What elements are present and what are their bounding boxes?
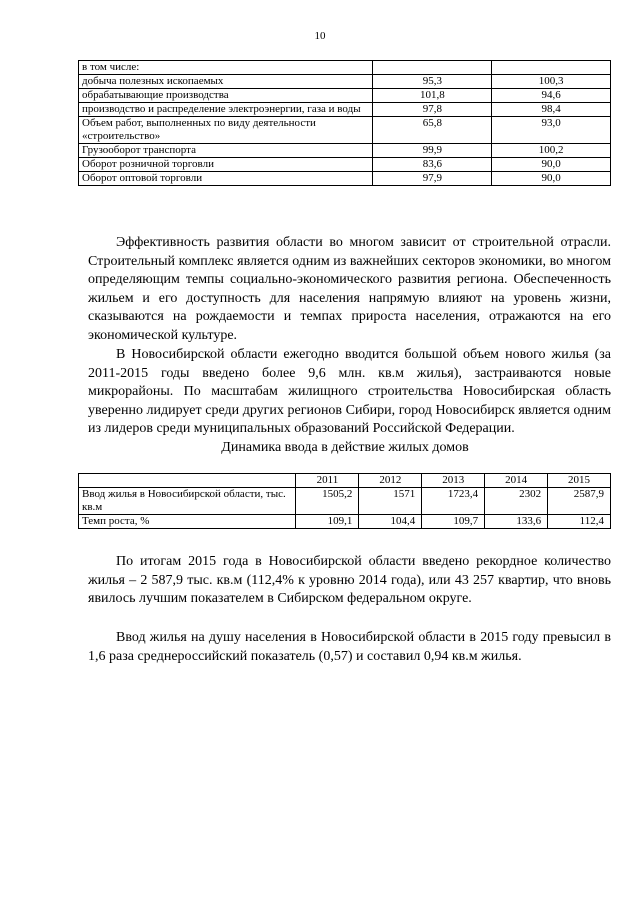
paragraph-housing-volume: В Новосибирской области ежегодно вводится большой объем нового жилья (за 2011-2015 годы введено более 9,6 млн. кв.м жилья), застраиваются новые микрорайоны. По масштабам жилищного строительства Новосибирская область уверенно лидирует среди других регионов Сибири, город Новосибирск является одним из лидеров среди муниципальных образований Российской Федерации.: [88, 347, 611, 437]
row-value: 83,6: [373, 158, 492, 172]
housing-table-caption: Динамика ввода в действие жилых домов: [221, 440, 469, 455]
row-value: 100,3: [492, 75, 611, 89]
table-row: [79, 172, 611, 186]
year-header: 2015: [548, 474, 611, 488]
row-value: 1723,4: [422, 488, 485, 515]
housing-table: [78, 473, 611, 529]
table-row: [79, 89, 611, 103]
table-header-row: [79, 474, 611, 488]
row-value: 100,2: [492, 144, 611, 158]
row-value: 2302: [485, 488, 548, 515]
table-row: [79, 75, 611, 89]
paragraph-per-capita: Ввод жилья на душу населения в Новосибирской области в 2015 году превысил в 1,6 раза среднероссийский показатель (0,57) и составил 0,94 кв.м жилья.: [88, 630, 611, 664]
row-value: 1505,2: [296, 488, 359, 515]
page-number: 10: [314, 30, 326, 42]
row-value: 2587,9: [548, 488, 611, 515]
row-value: 97,9: [373, 172, 492, 186]
row-value: 109,1: [296, 515, 359, 529]
row-label: Ввод жилья в Новосибирской области, тыс. кв.м: [79, 488, 296, 515]
row-label: Темп роста, %: [79, 515, 296, 529]
header-empty-cell: [79, 474, 296, 488]
row-label: производство и распределение электроэнергии, газа и воды: [79, 103, 373, 117]
row-value: 101,8: [373, 89, 492, 103]
table-row: [79, 144, 611, 158]
row-label: обрабатывающие производства: [79, 89, 373, 103]
row-label: Оборот розничной торговли: [79, 158, 373, 172]
year-header: 2012: [359, 474, 422, 488]
table-row: [79, 158, 611, 172]
row-value: 104,4: [359, 515, 422, 529]
row-label: Грузооборот транспорта: [79, 144, 373, 158]
table-row: [79, 488, 611, 515]
row-value: 109,7: [422, 515, 485, 529]
table-row: [79, 117, 611, 144]
year-header: 2013: [422, 474, 485, 488]
row-label: Объем работ, выполненных по виду деятельности «строительство»: [79, 117, 373, 144]
table-row: [79, 103, 611, 117]
paragraph-2015-results: По итогам 2015 года в Новосибирской области введено рекордное количество жилья – 2 587,9 тыс. кв.м (112,4% к уровню 2014 года), или 43 257 квартир, что вновь явилось лучшим показателем в Сибирском федеральном округе.: [88, 554, 611, 607]
row-value: 65,8: [373, 117, 492, 144]
row-value: 98,4: [492, 103, 611, 117]
row-value: 94,6: [492, 89, 611, 103]
row-value: 1571: [359, 488, 422, 515]
table-row: [79, 515, 611, 529]
table-row: [79, 61, 611, 75]
row-value: 97,8: [373, 103, 492, 117]
row-value: 133,6: [485, 515, 548, 529]
row-value: 95,3: [373, 75, 492, 89]
row-value: 112,4: [548, 515, 611, 529]
row-label: добыча полезных ископаемых: [79, 75, 373, 89]
row-value: [492, 61, 611, 75]
row-value: 90,0: [492, 158, 611, 172]
year-header: 2011: [296, 474, 359, 488]
row-value: 93,0: [492, 117, 611, 144]
row-value: 99,9: [373, 144, 492, 158]
row-value: 90,0: [492, 172, 611, 186]
year-header: 2014: [485, 474, 548, 488]
row-label: в том числе:: [79, 61, 373, 75]
row-value: [373, 61, 492, 75]
paragraph-construction-importance: Эффективность развития области во многом зависит от строительной отрасли. Строительный комплекс является одним из важнейших секторов экономики, во многом определяющим темпы социально-экономического развития региона. Обеспеченность жильем и его доступность для населения напрямую влияют на уровень жизни, сказываются на рождаемости и темпах прироста населения, отражаются на его экономической культуре.: [88, 235, 611, 343]
indicators-table: [78, 60, 611, 186]
row-label: Оборот оптовой торговли: [79, 172, 373, 186]
